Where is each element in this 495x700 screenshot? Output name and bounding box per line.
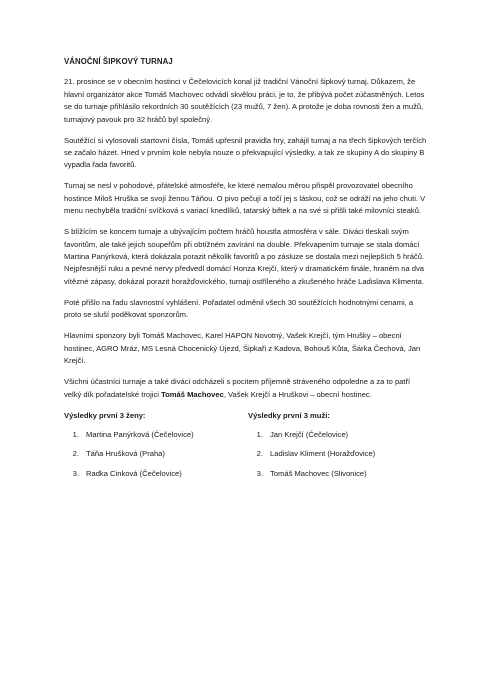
player-name: Ladislav Kliment (Horažďovice) [270, 449, 376, 459]
results-women-title: Výsledky první 3 ženy: [64, 410, 146, 420]
closing-text-bold: Tomáš Machovec [161, 389, 224, 399]
paragraph-sponsors: Hlavními sponzory byli Tomáš Machovec, Karel HAPON Novotný, Vašek Krejčí, tým Hrušky – obecní hostinec, AGRO Mráz, MS Lesná Chocenický Újezd, Šipkaři z Kadova, Bohouš Kůta, Šárka Čechová, Jan Krejčí. [64, 331, 421, 366]
rank-number: 1. [72, 429, 79, 439]
closing-text-before: Všichni účastníci turnaje a také diváci odcházeli s pocitem příjemně stráveného odpoledne a za to patří velký dík pořadatelské trojici [64, 377, 411, 399]
rank-number: 3. [256, 468, 263, 478]
results-section [64, 410, 427, 488]
list-item [64, 429, 243, 441]
results-men-title: Výsledky první 3 muži: [248, 410, 330, 420]
player-name: Martina Panýrková (Čečelovice) [86, 429, 194, 439]
rank-number: 2. [72, 449, 79, 459]
paragraph-start: Soutěžící si vylosovali startovní čísla, Tomáš upřesnil pravidla hry, zahájil turnaj a na třech šipkových terčích se začalo házet. Hned v prvním kole nebyla nouze o překvapující výsledky, a tak ze skupiny A do skupiny B vypadla řada favoritů. [64, 135, 427, 170]
paragraph-closing [64, 376, 427, 401]
rank-number: 2. [256, 449, 263, 459]
player-name: Táňa Hrušková (Praha) [86, 449, 165, 459]
article-title: VÁNOČNÍ ŠIPKOVÝ TURNAJ [64, 57, 173, 66]
player-name: Radka Cinková (Čečelovice) [86, 468, 182, 478]
player-name: Jan Krejčí (Čečelovice) [270, 429, 349, 439]
list-item [64, 448, 243, 460]
results-men-list [248, 429, 427, 480]
list-item [64, 468, 243, 480]
paragraph-awards: Poté přišlo na řadu slavnostní vyhlášení. Pořadatel odměnil všech 30 soutěžících hodnotnými cenami, a proto se sluší poděkovat sponzorům. [64, 297, 414, 320]
paragraph-final: S blížícím se koncem turnaje a ubývajícím počtem hráčů houstla atmosféra v sále. Diváci tleskali svým favoritům, ale také jejich soupeřům při obtížném zavírání na double. Překvapením turnaje se stala domácí Martina Panýrková, která dokázala porazit několik favoritů a po zásluze se dostala mezi nejlepších 5 hráčů. Nejpřesnější ruku a pevné nervy předvedl domácí Honza Krejčí, který v dramatickém finále, hraném na dva vítězné zápasy, dokázal porazit horažďovického, turnaji ostříleného a zkušeného hráče Ladislava Klimenta. [64, 227, 425, 286]
list-item [248, 448, 427, 460]
rank-number: 3. [72, 468, 79, 478]
closing-text-after: , Vašek Krejčí a Hruškovi – obecní hostinec. [223, 389, 372, 399]
list-item [248, 468, 427, 480]
paragraph-atmosphere: Turnaj se nesl v pohodové, přátelské atmosféře, ke které nemalou měrou přispěl provozovatel obecního hostince Miloš Hruška se svojí ženou Táňou. O pivo pečují a točí jej s láskou, což se odráží na jeho chuti. V menu nechyběla tradiční svíčková s variací knedlíků, tatarský biftek a na své si přišli také milovníci steaků. [64, 181, 426, 216]
results-women [64, 410, 243, 488]
list-item [248, 429, 427, 441]
results-women-list [64, 429, 243, 480]
rank-number: 1. [256, 429, 263, 439]
paragraph-intro: 21. prosince se v obecním hostinci v Čečelovicích konal již tradiční Vánoční šipkový turnaj. Důkazem, že hlavní organizátor akce Tomáš Machovec odvádí skvělou práci, je to, že přibývá počet zúčastněných. Letos se do turnaje přihlásilo rekordních 30 soutěžících (23 mužů, 7 žen). A protože je doba rovnosti žen a mužů, turnajový pavouk pro 32 hráčů byl společný. [64, 77, 425, 124]
results-men [243, 410, 427, 488]
player-name: Tomáš Machovec (Slivonice) [270, 468, 367, 478]
